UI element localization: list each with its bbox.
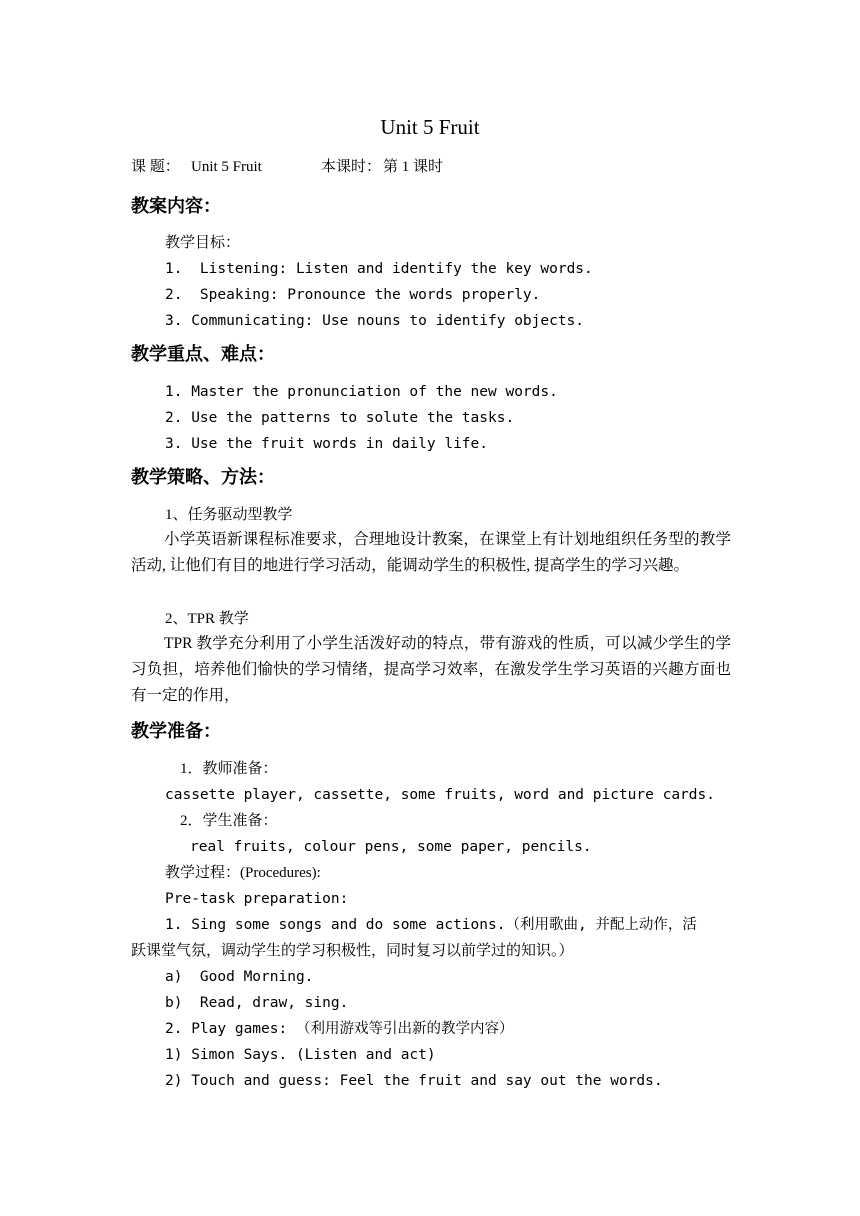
procedures-title: 教学过程：(Procedures):	[165, 865, 321, 881]
step1-line1: 1. Sing some songs and do some actions.（利用歌曲, 并配上动作，活	[165, 917, 697, 933]
topic-label: 课 题：	[131, 159, 180, 175]
keypoints-heading: 教学重点、难点：	[131, 344, 275, 365]
step1-line2: 跃课堂气氛，调动学生的学习积极性，同时复习以前学过的知识。）	[131, 943, 574, 959]
strategy2-text: TPR 教学充分利用了小学生活泼好动的特点，带有游戏的性质，可以减少学生的学习负担，培养他们愉快的学习情绪，提高学习效率，在激发学生学习英语的兴趣方面也有一定的作用，	[131, 635, 731, 704]
goals-title: 教学目标：	[165, 235, 241, 251]
goal-item: 3. Communicating: Use nouns to identify objects.	[165, 313, 585, 329]
strategy2-title: 2、TPR 教学	[165, 611, 249, 627]
keypoint-item: 1. Master the pronunciation of the new words.	[165, 384, 558, 400]
topic-value: Unit 5 Fruit	[191, 159, 262, 175]
goal-item: 2. Speaking: Pronounce the words properly.	[165, 287, 541, 303]
goal-item: 1. Listening: Listen and identify the key words.	[165, 261, 593, 277]
prep-heading: 教学准备：	[131, 721, 221, 742]
student-prep-title: 2．学生准备：	[180, 813, 278, 829]
step2-item-1: 1) Simon Says. (Listen and act)	[165, 1047, 436, 1063]
document-title: Unit 5 Fruit	[380, 115, 480, 139]
strategy-heading: 教学策略、方法：	[131, 467, 275, 488]
step1-item-b: b) Read, draw, sing.	[165, 995, 349, 1011]
keypoint-item: 2. Use the patterns to solute the tasks.	[165, 410, 515, 426]
period-label: 本课时：	[321, 159, 382, 175]
pretask-label: Pre-task preparation:	[165, 891, 349, 907]
step2-title: 2. Play games: （利用游戏等引出新的教学内容）	[165, 1021, 514, 1037]
student-prep-items: real fruits, colour pens, some paper, pencils.	[190, 839, 592, 855]
teacher-prep-title: 1．教师准备：	[180, 761, 278, 777]
period-value: 第 1 课时	[383, 159, 444, 175]
strategy1-title: 1、任务驱动型教学	[165, 507, 293, 523]
step1-item-a: a) Good Morning.	[165, 969, 314, 985]
step2-item-2: 2) Touch and guess: Feel the fruit and say out the words.	[165, 1073, 663, 1089]
keypoint-item: 3. Use the fruit words in daily life.	[165, 436, 489, 452]
teacher-prep-items: cassette player, cassette, some fruits, word and picture cards.	[165, 787, 715, 803]
strategy1-text: 小学英语新课程标准要求，合理地设计教案，在课堂上有计划地组织任务型的教学活动, 让他们有目的地进行学习活动，能调动学生的积极性, 提高学生的学习兴趣。	[131, 531, 731, 574]
content-heading: 教案内容：	[131, 196, 221, 217]
